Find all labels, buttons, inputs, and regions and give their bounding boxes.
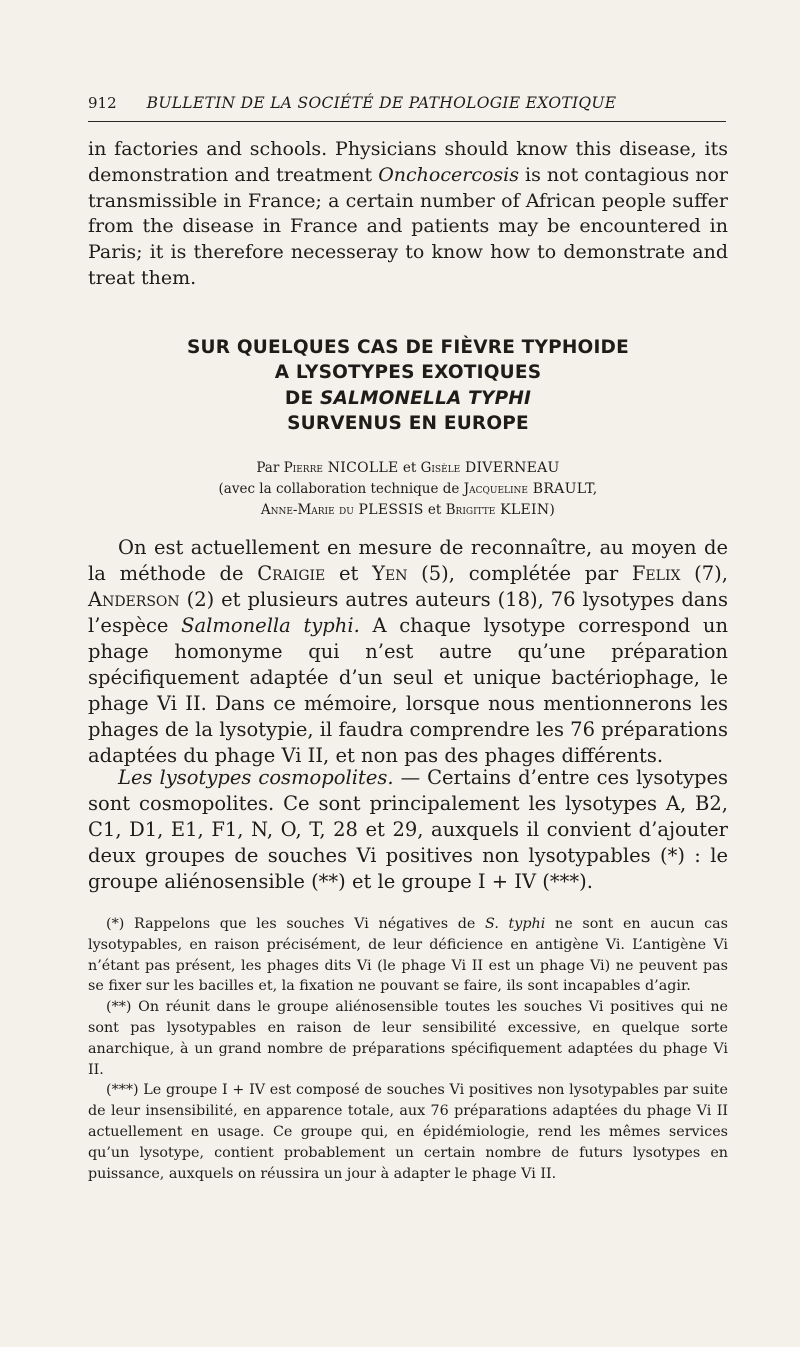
title-species: SALMONELLA TYPHI — [319, 387, 532, 409]
title-line-2: A LYSOTYPES EXOTIQUES — [274, 362, 542, 384]
p1-t1: On est actuellement en mesure de reconnaître, au moyen de la méthode de — [88, 536, 728, 585]
footnote-1-species: S. typhi — [485, 916, 546, 932]
author-2-last: DIVERNEAU — [460, 460, 560, 476]
p1-t7: A chaque lysotype correspond un phage homonyme qui n’est autre qu’une préparation spécifiquement adaptée d’un seul et unique bactériophage, le phage Vi II. Dans ce mémoire, lorsque nous mentionnerons les phages de la lysotypie, il faudra comprendre les 76 préparations adaptées du phage Vi II, et non pas des phages différents. — [88, 614, 728, 767]
footnote-3: (***) Le groupe I + IV est composé de souches Vi positives non lysotypables par suite de leur insensibilité, en apparence totale, aux 76 préparations adaptées du phage Vi II actuellement en usage. Ce groupe qui, en épidémiologie, rend les mêmes services qu’un lysotype, contient probablement un certain nombre de futurs lysotypes en puissance, auxquels on réussira un jour à adapter le phage Vi II. — [88, 1082, 728, 1182]
paragraph-1 — [88, 535, 728, 769]
author-block — [88, 458, 728, 521]
author-par: Par — [256, 460, 284, 476]
intro-term: Onchocercosis — [378, 163, 519, 186]
p1-name-anderson: Anderson — [88, 588, 180, 611]
footnote-2: (**) On réunit dans le groupe aliénosensible toutes les souches Vi positives qui ne sont pas lysotypables en raison de leur sensibilité excessive, en quelque sorte anarchique, à un grand nombre de préparations spécifiquement adaptées du phage Vi II. — [88, 999, 728, 1078]
author-et-2: et — [423, 502, 446, 518]
intro-text — [88, 137, 728, 292]
paragraph-2 — [88, 765, 728, 895]
intro-paragraph — [88, 137, 728, 292]
section-heading-cosmopolites: Les lysotypes cosmopolites. — [118, 766, 394, 789]
paragraph-2-text — [88, 765, 728, 895]
footnotes — [88, 914, 728, 1184]
paragraph-1-text — [88, 535, 728, 769]
author-5-first: Brigitte — [445, 502, 496, 518]
header-rule — [88, 121, 726, 122]
footnote-1 — [88, 914, 728, 997]
author-5-last: KLEIN) — [495, 502, 556, 518]
author-4-last: PLESSIS — [353, 502, 424, 518]
p1-t3: (5), complétée par — [407, 562, 632, 585]
author-1-last: NICOLLE — [322, 460, 399, 476]
title-line-3-prefix: DE — [284, 387, 320, 409]
author-4-first: Anne-Marie du — [260, 502, 354, 518]
title-line-4: SURVENUS EN EUROPE — [287, 412, 529, 434]
p1-t2: et — [325, 562, 373, 585]
journal-title: BULLETIN DE LA SOCIÉTÉ DE PATHOLOGIE EXOTIQUE — [146, 94, 617, 112]
article-title — [88, 335, 728, 436]
p1-t4: (7), — [680, 562, 728, 585]
p1-species: Salmonella typhi. — [181, 614, 360, 637]
author-line-1 — [88, 458, 728, 479]
footnote-1-a: (*) Rappelons que les souches Vi négatives de — [106, 916, 486, 932]
intro-text-2: is not contagious nor transmissible in France; a certain number of African people suffer from the disease in France and patients may be encountered in Paris; it is therefore necesseray to know how to demonstrate and treat them. — [88, 163, 729, 289]
author-line-3 — [88, 500, 728, 521]
p1-name-craigie: Craigie — [257, 562, 326, 585]
author-et-1: et — [398, 460, 421, 476]
title-line-1: SUR QUELQUES CAS DE FIÈVRE TYPHOIDE — [187, 337, 629, 358]
p1-t5: (2) et plusieurs autres auteurs (18), 76 lysotypes dans l’espèce — [88, 588, 728, 637]
collab-prefix: (avec la collaboration technique de — [218, 481, 464, 497]
page-number: 912 — [88, 94, 117, 112]
author-1-first: Pierre — [283, 460, 323, 476]
intro-text-1: in factories and schools. Physicians should know this disease, its demonstration and treatment — [88, 138, 728, 186]
author-3-first: Jacqueline — [463, 481, 528, 497]
author-line-2 — [88, 479, 728, 500]
author-2-first: Gisèle — [420, 460, 461, 476]
p1-name-yen: Yen — [372, 562, 408, 585]
author-3-last: BRAULT, — [528, 481, 598, 497]
p1-name-felix: Felix — [631, 562, 681, 585]
footnote-1-c: ne sont en aucun cas lysotypables, en raison précisément, de leur déficience en antigène Vi. L’antigène Vi n’étant pas présent, les phages dits Vi (le phage Vi II est un phage Vi) ne peuvent pas se fixer sur les bacilles et, la fixation ne pouvant se faire, ils sont incapables d’agir. — [88, 916, 729, 995]
running-head — [88, 94, 728, 112]
p2-t1: — Certains d’entre ces lysotypes sont cosmopolites. Ce sont principalement les lysotypes A, B2, C1, D1, E1, F1, N, O, T, 28 et 29, auxquels il convient d’ajouter deux groupes de souches Vi positives non lysotypables (*) : le groupe aliénosensible (**) et le groupe I + IV (***). — [88, 766, 728, 893]
title-line-3 — [88, 386, 728, 411]
